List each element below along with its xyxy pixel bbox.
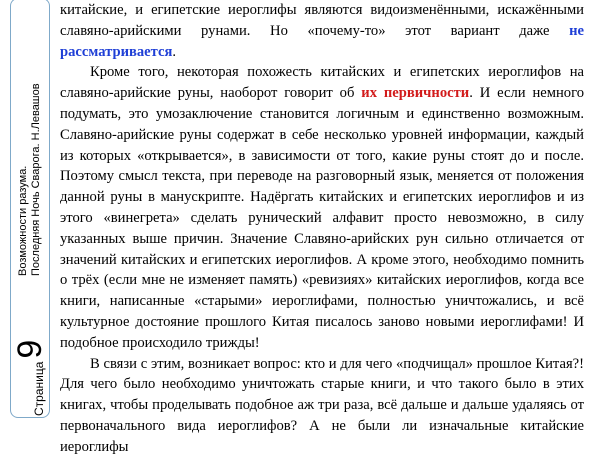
sidebar xyxy=(12,0,48,418)
paragraph-3: В связи с этим, возникает вопрос: кто и для чего «подчищал» прошлое Китая?! Для чего было необходимо уничтожать старые книги, и что такого было в этих книгах, чтобы проделывать подобное аж три раза, всё дальше и дальше удаляясь от первоначального вида иероглифов? А не были ли изначальные китайские иероглифы xyxy=(60,355,584,455)
page-number: 9 xyxy=(11,339,49,359)
paragraph-1-text-b: . xyxy=(172,43,177,60)
sidebar-rotated xyxy=(12,0,48,418)
book-title xyxy=(17,6,43,276)
emphasis-primacy: их первичности xyxy=(361,85,470,102)
emphasis-not-considered: не рассматривается xyxy=(60,22,584,60)
paragraph-2 xyxy=(60,62,584,353)
paragraph-2-text-b: . И если немного подумать, это умозаключение становится логичным и единственно возможным. Славяно-арийские руны содержат в себе несколько уровней информации, каждый из которых «открывается», в зависимости от того, какие руны стоят до и после. Поэтому смысл текста, при переводе на разговорный язык, меняется от положения данной руны в манускрипте. Надёргать китайских и египетских иероглифов и из этого «винегрета» сделать рунический алфавит просто невозможно, в силу указанных выше причин. Значение Славяно-арийских рун сильно отличается от значений китайских и египетских иероглифов. А кроме этого, необходимо помнить о трёх (если мне не изменяет память) «ревизиях» китайских иероглифов, когда все книги, написанные «старыми» иероглифами, полностью уничтожались, и всё культурное достояние прошлого Китая писалось заново новыми иероглифами! И подобное происходило трижды! xyxy=(60,85,585,351)
book-title-line2: Последняя Ночь Сварога. Н.Левашов xyxy=(30,83,42,276)
book-title-line1: Возможности разума. xyxy=(17,165,29,276)
page-word: Страница xyxy=(32,361,46,416)
page-content xyxy=(60,0,584,458)
paragraph-2-text-a: Кроме того, некоторая похожесть китайских и египетских иероглифов на славяно-арийские руны, наоборот говорит об xyxy=(60,64,584,102)
page-label xyxy=(11,339,49,416)
paragraph-1 xyxy=(60,0,584,62)
paragraph-1-text-a: китайские, и египетские иероглифы являются видоизменёнными, искажёнными славяно-арийскими рунами. Но «почему-то» этот вариант даже xyxy=(60,2,584,39)
